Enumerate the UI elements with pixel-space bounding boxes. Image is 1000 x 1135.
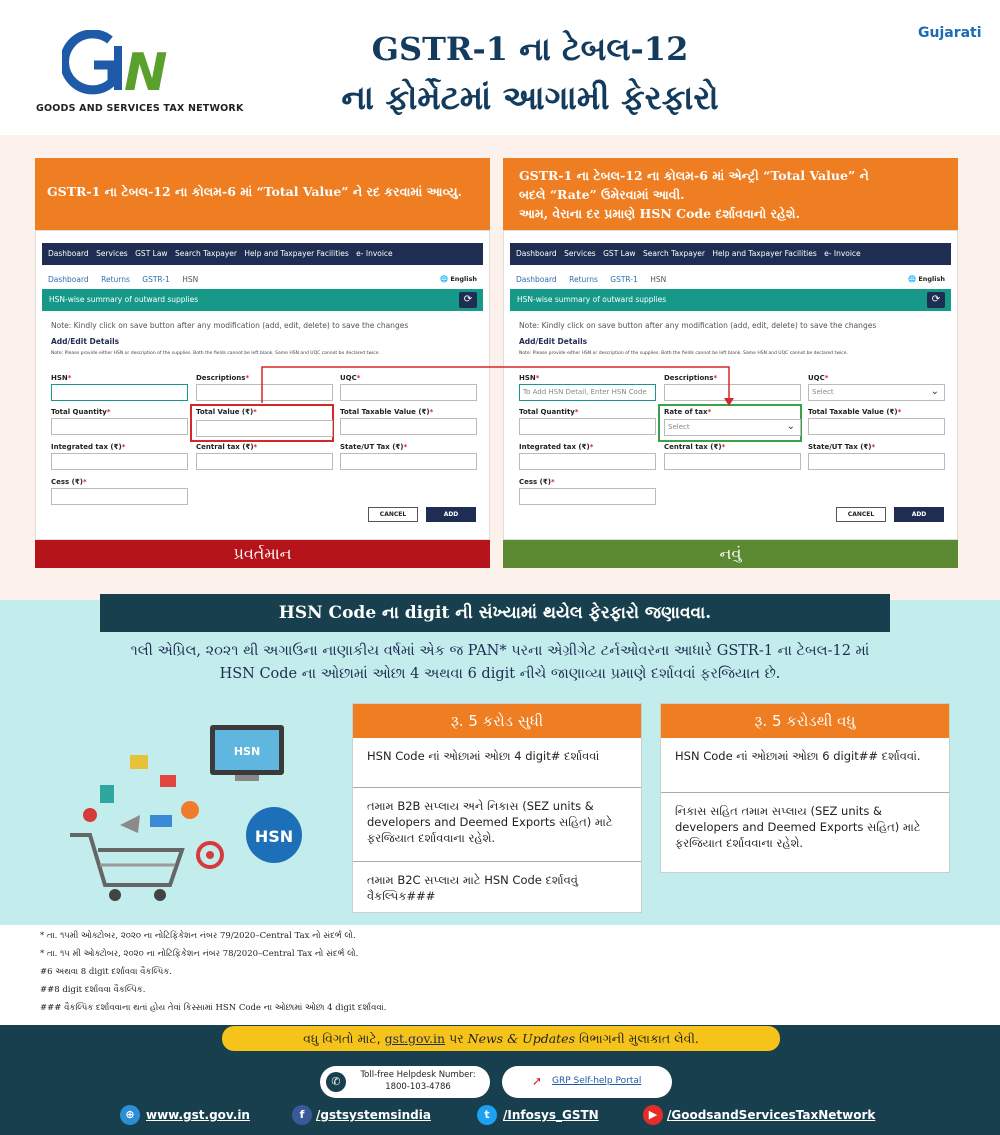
nav-gst-law[interactable]: GST Law [603, 249, 636, 258]
save-note: Note: Kindly click on save button after any modification (add, edit, delete) to save the changes [51, 321, 409, 330]
language-selector[interactable]: 🌐 English [439, 275, 477, 283]
total-quantity-label: Total Quantity* [51, 408, 111, 416]
chevron-down-icon: ⌄ [930, 386, 939, 397]
footnote: * તા. ૧૫મી ઓક્ટોબર, ૨૦૨૦ ના નોટિફિકેશન નંબર 79/2020–Central Tax નો સંદર્ભ લો. [40, 931, 356, 941]
state-tax-label: State/UT Tax (₹)* [808, 443, 876, 451]
nav-dashboard[interactable]: Dashboard [516, 249, 557, 258]
shopping-illustration [60, 715, 330, 905]
crumb-gstr1[interactable]: GSTR-1 [610, 275, 638, 284]
footnote: ### વૈકલ્પિક દર્શાવવાના થતાં હોય તેવાં કિસ્સામાં HSN Code ના ઓછામાં ઓછા 4 digit દર્શાવવાં. [40, 1003, 387, 1013]
cess-label: Cess (₹)* [519, 478, 555, 486]
nav-help[interactable]: Help and Taxpayer Facilities [712, 249, 817, 258]
right-banner-line2: બદલે “Rate” ઉમેરવામાં આવી. [519, 187, 685, 202]
cat1-title: રૂ. 5 કરોડ સુધી [353, 704, 641, 738]
language-text: English [450, 275, 477, 283]
add-button[interactable]: ADD [426, 507, 476, 522]
helpdesk-pill[interactable] [320, 1066, 490, 1098]
crumb-returns[interactable]: Returns [569, 275, 598, 284]
nav-gst-law[interactable]: GST Law [135, 249, 168, 258]
page-title-line1: GSTR-1 ના ટેબલ-12 [371, 30, 689, 68]
hsn-label: HSN* [51, 374, 72, 382]
facebook-link[interactable]: /gstsystemsindia [316, 1108, 431, 1122]
total-taxable-label: Total Taxable Value (₹)* [808, 408, 902, 416]
nav-dashboard[interactable]: Dashboard [48, 249, 89, 258]
language-label[interactable]: Gujarati [918, 25, 982, 41]
cat2-item: HSN Code નાં ઓછામાં ઓછા 6 digit## દર્શાવવાં. [661, 738, 949, 793]
state-tax-label: State/UT Tax (₹)* [340, 443, 408, 451]
add-edit-heading: Add/Edit Details [519, 337, 588, 346]
pointer-icon: ➚ [532, 1074, 543, 1088]
logo-tagline: GOODS AND SERVICES TAX NETWORK [36, 103, 244, 114]
hsn-screen-label: HSN [233, 745, 261, 758]
refresh-icon[interactable]: ⟳ [459, 292, 477, 308]
news-updates-text: News & Updates [467, 1031, 575, 1046]
grp-link[interactable]: GRP Self-help Portal [552, 1076, 642, 1086]
small-note: Note: Please provide either HSN or description of the supplies. Both the fields cannot be left blank. Same HSN and UQC cannot be declared twice. [51, 351, 380, 356]
crumb-dashboard[interactable]: Dashboard [516, 275, 557, 284]
descriptions-label: Descriptions* [664, 374, 718, 382]
cat2-title: રૂ. 5 કરોડથી વધુ [661, 704, 949, 738]
nav-help[interactable]: Help and Taxpayer Facilities [244, 249, 349, 258]
rate-of-tax-select[interactable]: Select ⌄ [664, 419, 801, 436]
hsn-paragraph-line1: ૧લી એપ્રિલ, ૨૦૨૧ થી અગાઉના નાણાકીય વર્ષમાં એક જ PAN* પરના એગ્રીગેટ ટર્નઓવરના આધારે GSTR-1 ના ટેબલ-12 માં [130, 643, 870, 659]
total-value-label: Total Value (₹)* [196, 408, 257, 416]
central-tax-label: Central tax (₹)* [664, 443, 726, 451]
uqc-label: UQC* [808, 374, 829, 382]
twitter-icon: t [477, 1105, 497, 1125]
refresh-icon[interactable]: ⟳ [927, 292, 945, 308]
add-edit-heading: Add/Edit Details [51, 337, 120, 346]
crumb-gstr1[interactable]: GSTR-1 [142, 275, 170, 284]
cess-label: Cess (₹)* [51, 478, 87, 486]
helpdesk-number: 1800-103-4786 [385, 1082, 451, 1092]
footnote: * તા. ૧૫ મી ઓક્ટોબર, ૨૦૨૦ ના નોટિફિકેશન નંબર 78/2020–Central Tax નો સંદર્ભ લો. [40, 949, 359, 959]
nav-e-invoice[interactable]: e- Invoice [824, 249, 861, 258]
nav-search-taxpayer[interactable]: Search Taxpayer [174, 249, 237, 258]
language-text: English [918, 275, 945, 283]
cat1-item: HSN Code નાં ઓછામાં ઓછા 4 digit# દર્શાવવાં [353, 738, 641, 788]
chevron-down-icon: ⌄ [786, 421, 795, 432]
twitter-link[interactable]: /Infosys_GSTN [503, 1108, 599, 1122]
website-link[interactable]: www.gst.gov.in [146, 1108, 250, 1122]
crumb-returns[interactable]: Returns [101, 275, 130, 284]
section-title: HSN-wise summary of outward supplies [49, 295, 199, 304]
rate-of-tax-label: Rate of tax* [664, 408, 712, 416]
cancel-button[interactable]: CANCEL [368, 507, 418, 522]
integrated-tax-label: Integrated tax (₹)* [51, 443, 126, 451]
up-to-5-crore-box [352, 703, 642, 913]
footnote: ##8 digit દર્શાવવા વૈકલ્પિક. [40, 985, 146, 995]
right-banner-line3: આમ, વેરાના દર પ્રમાણે HSN Code દર્શાવવાનો રહેશે. [519, 206, 800, 221]
cancel-button[interactable]: CANCEL [836, 507, 886, 522]
language-selector[interactable]: 🌐 English [907, 275, 945, 283]
facebook-icon: f [292, 1105, 312, 1125]
nav-search-taxpayer[interactable]: Search Taxpayer [642, 249, 705, 258]
gst-portal-link[interactable]: gst.gov.in [384, 1031, 446, 1046]
phone-icon: ✆ [326, 1072, 346, 1092]
hsn-badge: HSN [254, 827, 294, 846]
descriptions-label: Descriptions* [196, 374, 250, 382]
globe-icon: ⊕ [120, 1105, 140, 1125]
hsn-input[interactable]: To Add HSN Detail, Enter HSN Code [519, 384, 656, 401]
youtube-icon: ▶ [643, 1105, 663, 1125]
total-quantity-label: Total Quantity* [519, 408, 579, 416]
nav-services[interactable]: Services [96, 249, 128, 258]
section-title: HSN-wise summary of outward supplies [517, 295, 667, 304]
right-banner-line1: GSTR-1 ના ટેબલ-12 ના કોલમ-6 માં એન્ટ્રી “Total Value” ને [519, 168, 869, 183]
grp-pill[interactable] [502, 1066, 672, 1098]
youtube-link[interactable]: /GoodsandServicesTaxNetwork [667, 1108, 876, 1122]
visit-text: વધુ વિગતો માટે, [303, 1031, 385, 1046]
save-note: Note: Kindly click on save button after any modification (add, edit, delete) to save the changes [519, 321, 877, 330]
cat1-item: તમામ B2C સપ્લાય માટે HSN Code દર્શાવવું વૈકલ્પિક### [367, 873, 578, 903]
hsn-label: HSN* [519, 374, 540, 382]
crumb-current: HSN [650, 275, 667, 284]
cat1-item: તમામ B2B સપ્લાય અને નિકાસ (SEZ units & developers and Deemed Exports સહિત) માટે ફરજિયાત દર્શાવવાના રહેશે. [353, 788, 641, 862]
current-label: પ્રવર્તમાન [35, 540, 490, 568]
central-tax-label: Central tax (₹)* [196, 443, 258, 451]
above-5-crore-box [660, 703, 950, 873]
svg-text:N: N [124, 43, 168, 100]
footnote: #6 અથવા 8 digit દર્શાવવા વૈકલ્પિક. [40, 967, 172, 977]
left-banner-text: GSTR-1 ના ટેબલ-12 ના કોલમ-6 માં “Total Value” ને રદ કરવામાં આવ્યુ. [47, 184, 462, 199]
visit-text: વિભાગની મુલાકાત લેવી. [575, 1031, 699, 1046]
total-taxable-label: Total Taxable Value (₹)* [340, 408, 434, 416]
helpdesk-label: Toll-free Helpdesk Number: [360, 1070, 476, 1080]
crumb-dashboard[interactable]: Dashboard [48, 275, 89, 284]
uqc-label: UQC* [340, 374, 361, 382]
new-label: નવું [503, 540, 958, 568]
crumb-current: HSN [182, 275, 199, 284]
small-note: Note: Please provide either HSN or description of the supplies. Both the fields cannot be left blank. Same HSN and UQC cannot be declared twice. [519, 351, 848, 356]
cat2-item: નિકાસ સહિત તમામ સપ્લાય (SEZ units & developers and Deemed Exports સહિત) માટે ફરજિયાત દર્શાવવાના રહેશે. [675, 804, 921, 850]
integrated-tax-label: Integrated tax (₹)* [519, 443, 594, 451]
hsn-paragraph-line2: HSN Code ના ઓછામાં ઓછા 4 અથવા 6 digit નીચે જાણાવ્યા પ્રમાણે દર્શાવવાં ફરજિયાત છે. [219, 666, 781, 682]
visit-banner [222, 1026, 780, 1051]
uqc-select[interactable]: Select ⌄ [808, 384, 945, 401]
visit-text: પર [445, 1031, 468, 1046]
hsn-paragraph [40, 640, 960, 686]
hsn-heading: HSN Code ના digit ની સંખ્યામાં થયેલ ફેરફારો જણાવવા. [100, 594, 890, 632]
add-button[interactable]: ADD [894, 507, 944, 522]
nav-services[interactable]: Services [564, 249, 596, 258]
nav-e-invoice[interactable]: e- Invoice [356, 249, 393, 258]
page-title-line2: ના ફોર્મેટમાં આગામી ફેરફારો [341, 78, 719, 117]
